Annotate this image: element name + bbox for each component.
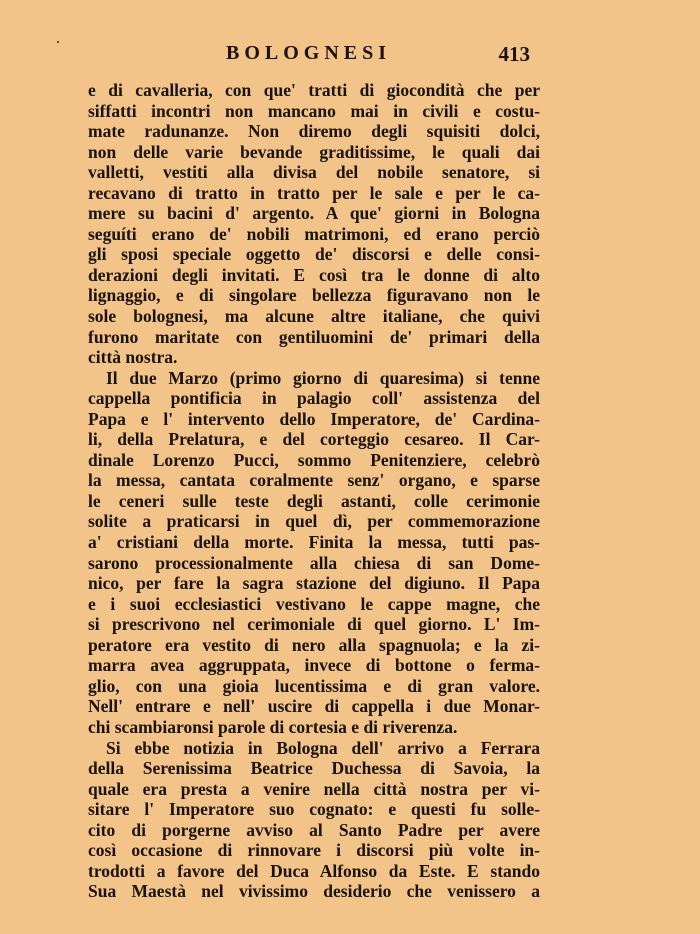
text-line: seguíti erano de' nobili matrimoni, ed erano perciò: [88, 223, 540, 244]
text-line: derazioni degli invitati. E così tra le donne di alto: [88, 264, 540, 285]
text-line: cappella pontificia in palagio coll' assistenza del: [88, 388, 540, 409]
text-line: trodotti a favore del Duca Alfonso da Este. E stando: [88, 860, 540, 881]
text-line: solite a praticarsi in quel dì, per commemorazione: [88, 511, 540, 532]
text-line: Sua Maestà nel vivissimo desiderio che venissero a: [88, 881, 540, 902]
text-line: mate radunanze. Non diremo degli squisiti dolci,: [88, 121, 540, 142]
text-line: e i suoi ecclesiastici vestivano le cappe magne, che: [88, 593, 540, 614]
text-line: furono maritate con gentiluomini de' primari della: [88, 326, 540, 347]
body-text: [88, 80, 540, 902]
text-line: sarono processionalmente alla chiesa di san Dome-: [88, 552, 540, 573]
paper-speck: [57, 41, 59, 43]
text-line: marra avea aggruppata, invece di bottone o ferma-: [88, 655, 540, 676]
text-line: nico, per fare la sagra stazione del digiuno. Il Papa: [88, 573, 540, 594]
text-line: non delle varie bevande graditissime, le quali dai: [88, 141, 540, 162]
text-line: sitare l' Imperatore suo cognato: e questi fu solle-: [88, 799, 540, 820]
text-line: mere su bacini d' argento. A que' giorni in Bologna: [88, 203, 540, 224]
running-title: BOLOGNESI: [226, 42, 392, 64]
text-line: Si ebbe notizia in Bologna dell' arrivo a Ferrara: [106, 737, 540, 758]
text-line: città nostra.: [88, 347, 178, 368]
text-line: Papa e l' intervento dello Imperatore, de' Cardina-: [88, 408, 540, 429]
page-number: 413: [498, 42, 530, 66]
text-line: Il due Marzo (primo giorno di quaresima) si tenne: [106, 367, 540, 388]
text-line: le ceneri sulle teste degli astanti, colle cerimonie: [88, 490, 540, 511]
text-line: gli sposi speciale oggetto de' discorsi e delle consi-: [88, 244, 540, 265]
text-line: valletti, vestiti alla divisa del nobile senatore, si: [88, 162, 540, 183]
text-line: recavano di tratto in tratto per le sale e per le ca-: [88, 182, 540, 203]
text-line: sole bolognesi, ma alcune altre italiane, che quivi: [88, 306, 540, 327]
text-line: lignaggio, e di singolare bellezza figuravano non le: [88, 285, 540, 306]
text-line: a' cristiani della morte. Finita la messa, tutti pas-: [88, 532, 540, 553]
text-line: della Serenissima Beatrice Duchessa di Savoia, la: [88, 758, 540, 779]
text-line: chi scambiaronsi parole di cortesia e di riverenza.: [88, 716, 458, 737]
text-line: siffatti incontri non mancano mai in civili e costu-: [88, 100, 540, 121]
text-line: glio, con una gioia lucentissima e di gran valore.: [88, 675, 540, 696]
text-line: cito di porgerne avviso al Santo Padre per avere: [88, 819, 540, 840]
text-line: la messa, cantata coralmente senz' organo, e sparse: [88, 470, 540, 491]
text-line: si prescrivono nel cerimoniale di quel giorno. L' Im-: [88, 614, 540, 635]
page-header: [88, 42, 540, 72]
text-line: peratore era vestito di nero alla spagnuola; e la zi-: [88, 634, 540, 655]
text-line: così occasione di rinnovare i discorsi più volte in-: [88, 840, 540, 861]
text-line: e di cavalleria, con que' tratti di giocondità che per: [88, 80, 540, 100]
text-line: dinale Lorenzo Pucci, sommo Penitenziere, celebrò: [88, 449, 540, 470]
text-line: li, della Prelatura, e del corteggio cesareo. Il Car-: [88, 429, 540, 450]
text-line: Nell' entrare e nell' uscire di cappella i due Monar-: [88, 696, 540, 717]
text-line: quale era presta a venire nella città nostra per vi-: [88, 778, 540, 799]
